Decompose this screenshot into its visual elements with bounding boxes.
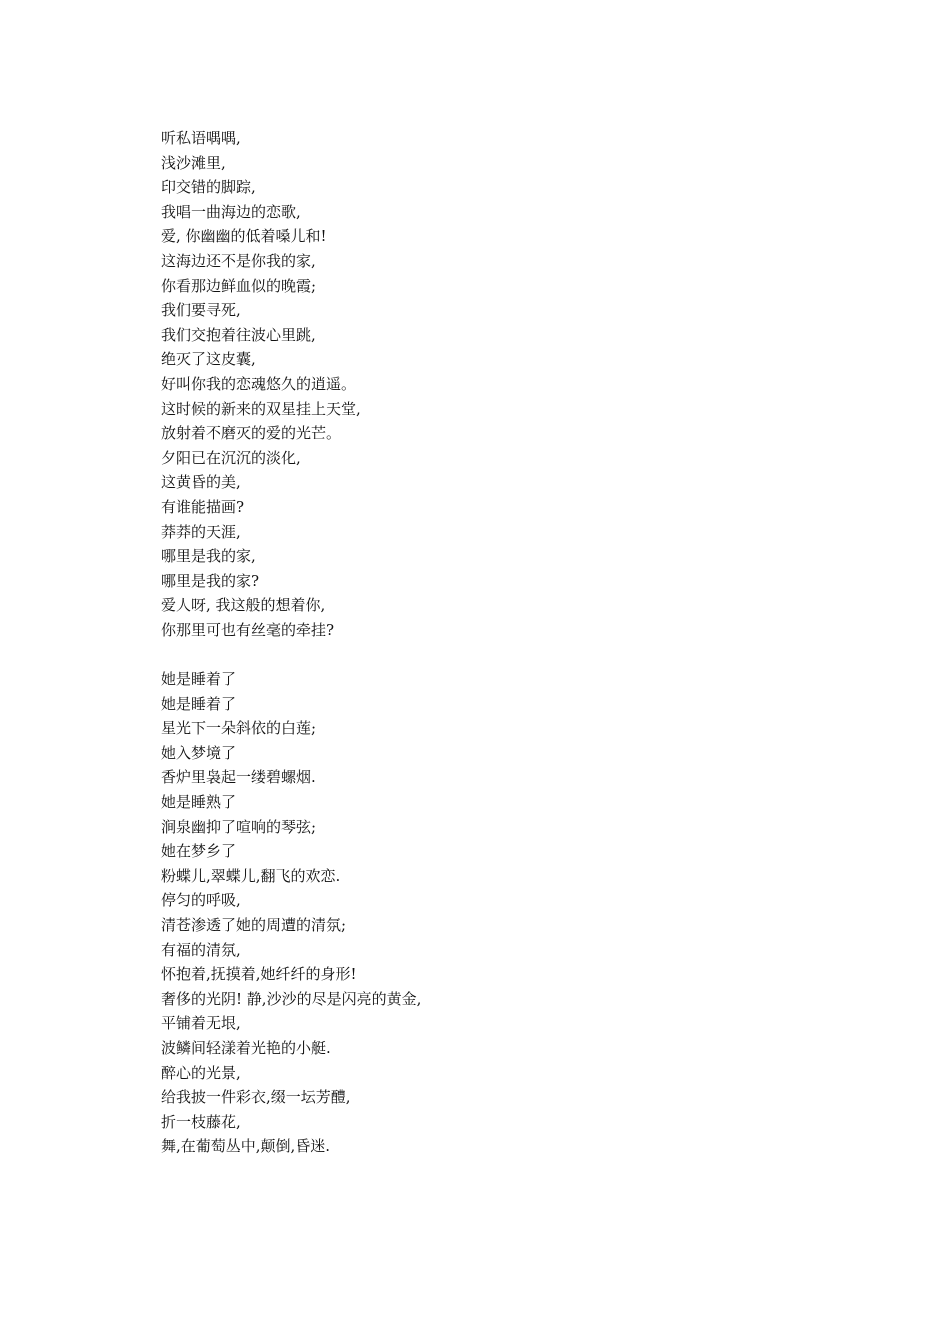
- poem-line: 这时候的新来的双星挂上天堂,: [161, 399, 361, 418]
- poem-line: 听私语喁喁,: [161, 129, 241, 147]
- poem-line: 粉蝶儿,翠蝶儿,翻飞的欢恋.: [161, 866, 341, 885]
- poem-line: 她是睡熟了: [161, 793, 237, 812]
- poem-line: 印交错的脚踪,: [161, 178, 256, 197]
- poem-line: 好叫你我的恋魂悠久的逍遥。: [161, 374, 357, 393]
- poem-line: 我唱一曲海边的恋歌,: [161, 202, 301, 221]
- poem-line: 清苍渗透了她的周遭的清氛;: [161, 916, 347, 934]
- poem-line: 浅沙滩里,: [161, 153, 226, 172]
- poem-line: 香炉里袅起一缕碧螺烟.: [161, 768, 316, 787]
- poem-line: 舞,在葡萄丛中,颠倒,昏迷.: [161, 1137, 331, 1156]
- poem-line: 这海边还不是你我的家,: [161, 251, 316, 270]
- poem-line: 停匀的呼吸,: [161, 891, 241, 910]
- poem-line: 你看那边鲜血似的晚霞;: [161, 276, 317, 295]
- poem-line: 给我披一件彩衣,缀一坛芳醴,: [161, 1088, 351, 1107]
- poem-line: 放射着不磨灭的爱的光芒。: [161, 424, 342, 443]
- poem-line: 平铺着无垠,: [161, 1014, 241, 1033]
- poem-line: 星光下一朵斜依的白莲;: [161, 719, 317, 738]
- stanza-break: [161, 642, 421, 667]
- poem-line: 有谁能描画?: [161, 497, 245, 516]
- poem-line: 折一枝藤花,: [161, 1112, 241, 1131]
- poem-line: 她是睡着了: [161, 670, 237, 689]
- poem-line: 我们交抱着往波心里跳,: [161, 325, 316, 344]
- poem-line: 她在梦乡了: [161, 842, 237, 861]
- poem-line: 哪里是我的家?: [161, 571, 260, 590]
- poem-line: 夕阳已在沉沉的淡化,: [161, 448, 301, 467]
- poem-line: 爱人呀, 我这般的想着你,: [161, 596, 326, 615]
- poem-line: 这黄昏的美,: [161, 473, 241, 492]
- poem-line: 涧泉幽抑了喧响的琴弦;: [161, 817, 317, 836]
- poem-line: 你那里可也有丝毫的牵挂?: [161, 620, 335, 639]
- poem-line: 我们要寻死,: [161, 301, 241, 320]
- poem-line: 莽莽的天涯,: [161, 522, 241, 541]
- poem-text: [161, 126, 421, 1159]
- poem-line: 哪里是我的家,: [161, 547, 256, 566]
- poem-line: 奢侈的光阴! 静,沙沙的尽是闪亮的黄金,: [161, 989, 422, 1008]
- poem-line: 绝灭了这皮囊,: [161, 350, 256, 369]
- poem-line: 怀抱着,抚摸着,她纤纤的身形!: [161, 965, 357, 984]
- poem-line: 有福的清氛,: [161, 940, 241, 959]
- poem-line: 波鳞间轻漾着光艳的小艇.: [161, 1038, 331, 1057]
- poem-line: 她是睡着了: [161, 694, 237, 713]
- poem-line: 醉心的光景,: [161, 1063, 241, 1082]
- poem-line: 她入梦境了: [161, 743, 237, 762]
- poem-line: 爱, 你幽幽的低着嗓儿和!: [161, 227, 327, 246]
